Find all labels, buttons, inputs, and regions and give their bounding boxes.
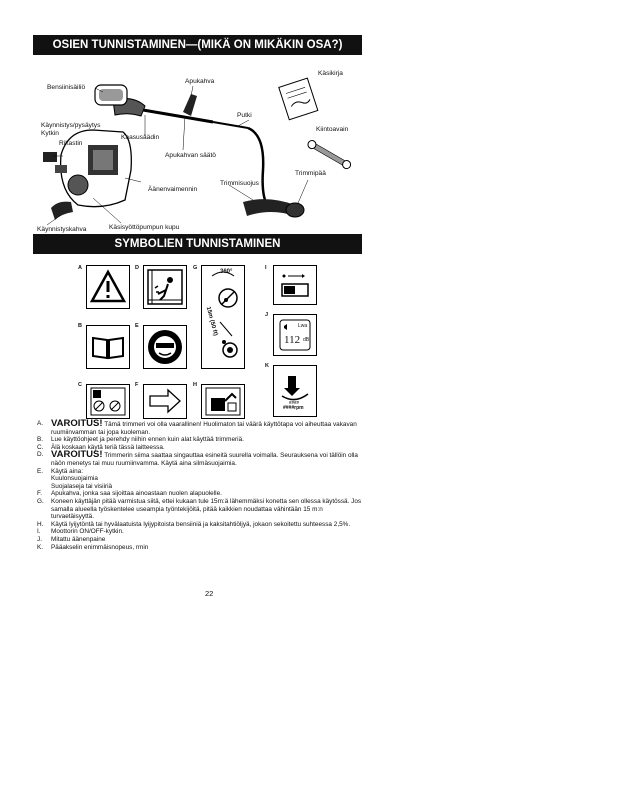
warning-triangle-icon: [87, 266, 129, 308]
symbols-heading: SYMBOLIEN TUNNISTAMINEN: [33, 234, 362, 254]
label-kasikirja: Käsikirja: [318, 70, 343, 77]
book-icon: [87, 326, 129, 368]
item-text: Käytä aina:: [51, 467, 83, 475]
symbol-letter-k: K: [265, 363, 269, 369]
label-kaynnistys-pysaytys: Käynnistys/pysäytys: [41, 122, 101, 129]
arrow-right-icon: [144, 385, 186, 418]
item-text: Koneen käyttäjän pitää varmistua siitä, ettei kukaan tule 15m:ä lähemmäksi konetta sen ollessa käytössä. Jos samalla alueella työskentelee useampia työntekijöitä, pitää kaikkien noudattaa vähintään 15 m:n turvaetäisyyttä.: [51, 497, 362, 521]
label-apukahva: Apukahva: [185, 78, 215, 85]
item-key: K.: [37, 543, 44, 551]
item-text: Kuulonsuojaimia: [51, 475, 98, 483]
item-text: Moottorin ON/OFF-kytkin.: [51, 528, 124, 536]
switch-icon: [274, 266, 316, 304]
symbol-fuel-mix: [201, 384, 245, 419]
symbol-warning: [86, 265, 130, 309]
label-kaasusaadin: Kaasusäädin: [121, 134, 160, 141]
list-item: [37, 521, 362, 529]
symbol-safety-distance: [201, 265, 245, 369]
item-key: F.: [37, 490, 42, 498]
page-number: 22: [205, 589, 214, 598]
label-rikastin: Rikastin: [59, 140, 83, 147]
item-text: Lue käyttöohjeet ja perehdy niihin ennen kuin alat käyttää trimmeriä.: [51, 436, 244, 444]
item-key: [37, 483, 51, 491]
rpm-top: ####: [289, 400, 300, 405]
list-item: [37, 468, 362, 476]
item-key: D.: [37, 451, 44, 459]
distance-label: 15m (50 ft): [204, 306, 219, 337]
list-item: [37, 420, 362, 436]
rpm-bottom: ####rpm: [283, 405, 304, 411]
ear-eye-protection-icon: [144, 326, 186, 368]
list-item: [37, 483, 362, 491]
list-item: [37, 436, 362, 444]
db-unit: dB: [303, 337, 310, 343]
db-value: 112: [284, 334, 301, 346]
item-key: G.: [37, 497, 44, 505]
label-trimmipaa: Trimmipää: [295, 170, 326, 177]
label-aanenvaimennin: Äänenvaimennin: [148, 186, 198, 193]
symbol-protection: [143, 325, 187, 369]
lwa-label: Lwa: [298, 323, 308, 329]
symbol-letter-d: D: [135, 265, 139, 271]
symbol-aux-handle: [143, 384, 187, 419]
no-blade-icon: [87, 385, 129, 418]
label-kasisyottopumpun-kupu: Käsisyöttöpumpun kupu: [109, 224, 180, 231]
list-item: [37, 536, 362, 544]
symbol-explanations: [37, 420, 362, 551]
label-apukahvan-saato: Apukahvan säätö: [165, 152, 216, 159]
item-text: Trimmerin siima saattaa singauttaa esineitä suurella voimalla. Seurauksena voi tällöin olla näön menetys tai muu ruumiinvamma. Käytä aina silmäsuojaimia.: [51, 452, 358, 467]
symbol-letter-i: I: [265, 265, 267, 271]
fuel-can-icon: [202, 385, 244, 418]
symbol-letter-c: C: [78, 382, 82, 388]
angle-label: 360°: [220, 269, 233, 275]
item-text: Tämä trimmeri voi olla vaarallinen! Huolimaton tai väärä käyttötapa voi aiheuttaa vakavan ruumiinvamman tai jopa kuoleman.: [51, 421, 357, 436]
symbols-grid: [33, 260, 362, 420]
item-text: Käytä lyijytöntä tai hyvälaatuista lyijypitoista bensiiniä ja kaksitahtiöljyä, jokaon sekoitettu suhteessa 2,5%.: [51, 520, 351, 528]
item-text: Suojalaseja tai visiiriä: [51, 482, 113, 490]
parts-heading: OSIEN TUNNISTAMINEN—(MIKÄ ON MIKÄKIN OSA?): [33, 35, 362, 55]
item-key: J.: [37, 535, 42, 543]
item-text: Mitattu äänenpaine: [51, 535, 106, 543]
item-key: [37, 475, 51, 483]
symbol-letter-h: H: [193, 382, 197, 388]
label-putki: Putki: [237, 112, 252, 119]
item-key: I.: [37, 528, 41, 536]
symbol-sound-level: [273, 314, 317, 356]
symbol-on-off: [273, 265, 317, 305]
thrown-objects-icon: [144, 266, 186, 308]
item-key: H.: [37, 520, 44, 528]
label-kytkin: Kytkin: [41, 130, 59, 137]
list-item: [37, 544, 362, 552]
item-key: A.: [37, 420, 44, 427]
list-item: [37, 528, 362, 536]
list-item: [37, 475, 362, 483]
label-trimmisuojus: Trimmisuojus: [220, 180, 259, 187]
symbol-max-speed: [273, 365, 317, 417]
symbol-letter-a: A: [78, 265, 82, 271]
symbol-manual: [86, 325, 130, 369]
symbol-no-blades: [86, 384, 130, 419]
label-kiintoavain: Kiintoavain: [316, 126, 349, 133]
label-kaynnistyskahva: Käynnistyskahva: [37, 226, 87, 233]
item-key: C.: [37, 443, 44, 451]
parts-diagram: [33, 60, 362, 235]
symbol-letter-e: E: [135, 323, 139, 329]
item-text: Apukahva, jonka saa sijoittaa ainoastaan nuolen alapuolelle.: [51, 490, 222, 498]
symbol-thrown-objects: [143, 265, 187, 309]
symbol-letter-g: G: [193, 265, 198, 271]
symbol-letter-f: F: [135, 382, 139, 388]
symbol-letter-j: J: [265, 312, 269, 318]
list-item: [37, 451, 362, 467]
item-text: Älä koskaan käytä teriä tässä laitteessa.: [51, 443, 165, 451]
list-item: [37, 498, 362, 521]
item-text: Pääakselin enimmäisnopeus, rmin: [51, 543, 149, 551]
list-item: [37, 490, 362, 498]
item-key: E.: [37, 467, 44, 475]
warning-word: VAROITUS!: [51, 418, 103, 429]
warning-word: VAROITUS!: [51, 449, 103, 461]
label-bensiinisailio: Bensiinisäiliö: [47, 84, 86, 91]
symbol-letter-b: B: [78, 323, 82, 329]
item-key: B.: [37, 436, 44, 444]
